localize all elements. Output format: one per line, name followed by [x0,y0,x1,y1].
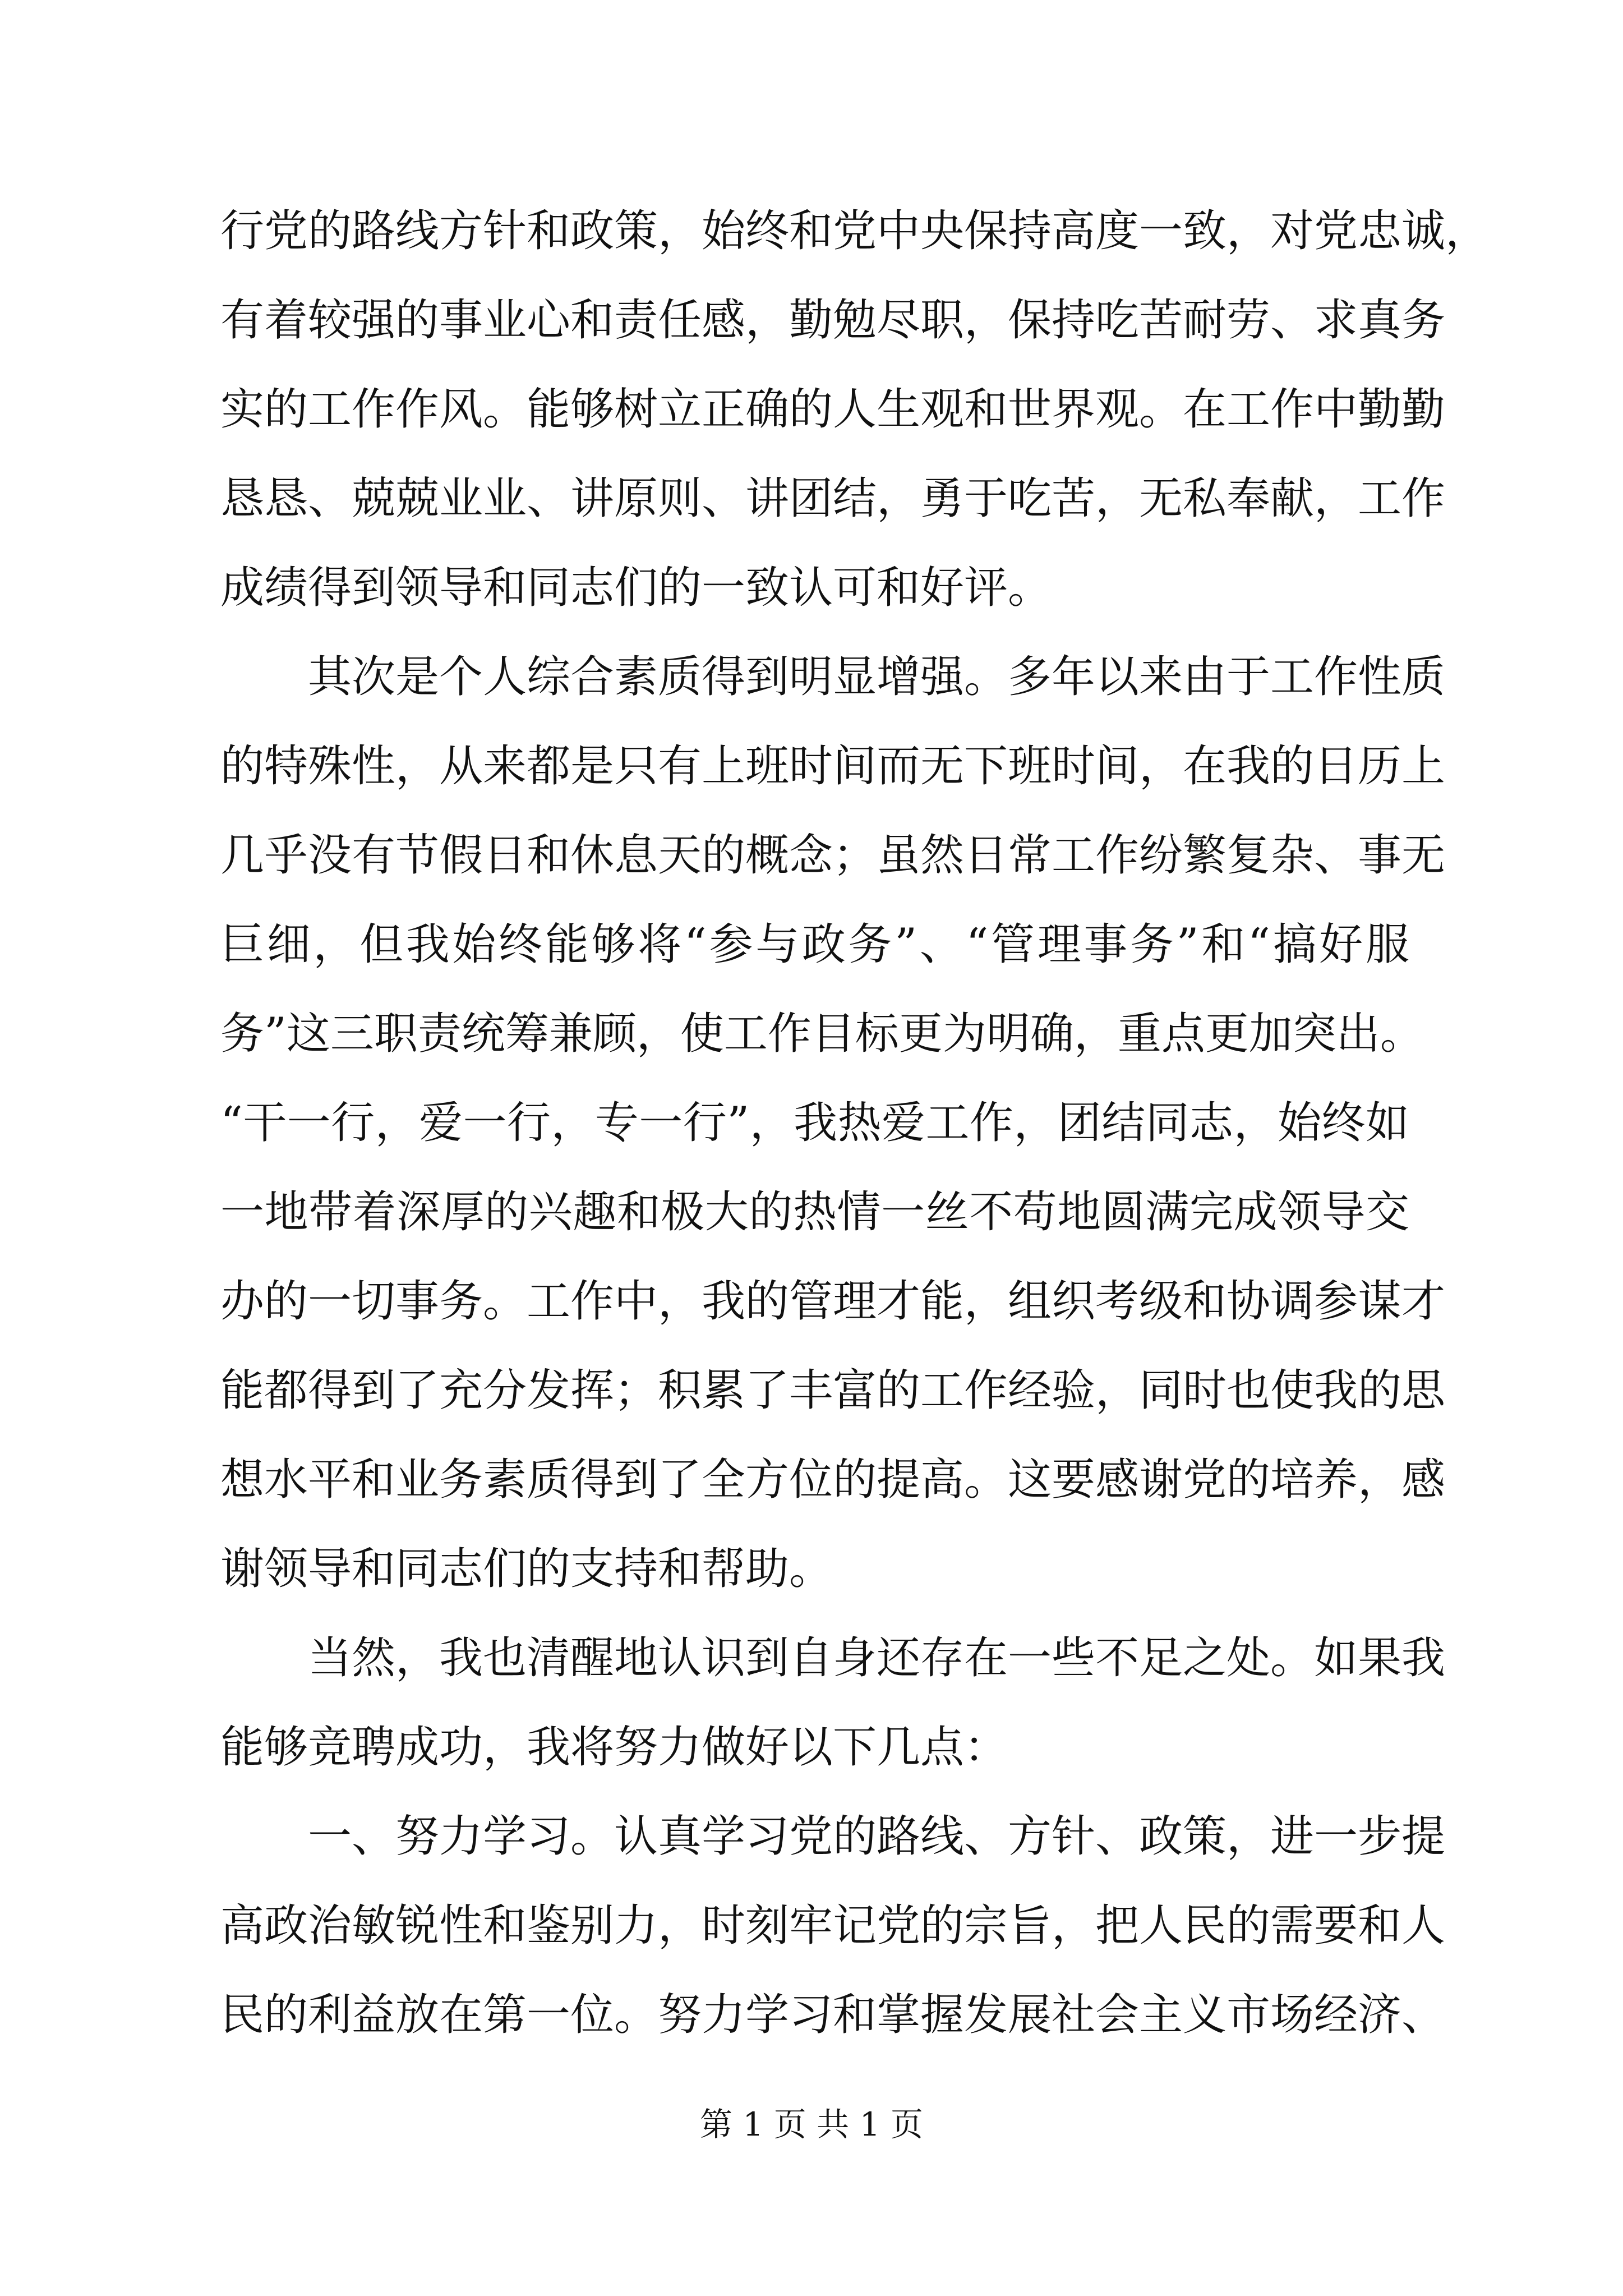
text-line: 民的利益放在第一位。努力学习和掌握发展社会主义市场经济、 [220,1990,1446,2040]
text-line: 有着较强的事业心和责任感，勤勉尽职，保持吃苦耐劳、求真务 [220,295,1446,346]
paragraph-start-line: 当然，我也清醒地认识到自身还存在一些不足之处。如果我 [308,1633,1446,1683]
text-line: 谢领导和同志们的支持和帮助。 [220,1544,833,1594]
text-line: 成绩得到领导和同志们的一致认可和好评。 [220,563,1052,613]
text-line: 的特殊性，从来都是只有上班时间而无下班时间，在我的日历上 [220,741,1446,792]
text-line: 能够竞聘成功，我将努力做好以下几点： [220,1722,1008,1773]
paragraph-start-line: 一、努力学习。认真学习党的路线、方针、政策，进一步提 [308,1811,1446,1862]
text-line: 务”这三职责统筹兼顾，使工作目标更为明确，重点更加突出。 [220,1009,1424,1059]
text-line: 恳恳、兢兢业业、讲原则、讲团结，勇于吃苦，无私奉献，工作 [220,473,1446,524]
text-line: 实的工作作风。能够树立正确的人生观和世界观。在工作中勤勤 [220,384,1446,435]
page-footer: 第 1 页 共 1 页 [700,2105,923,2143]
text-line: 办的一切事务。工作中，我的管理才能，组织考级和协调参谋才 [220,1276,1446,1327]
text-line: 巨细，但我始终能够将“参与政务”、“管理事务”和“搞好服 [220,919,1409,970]
text-line: 高政治敏锐性和鉴别力，时刻牢记党的宗旨，把人民的需要和人 [220,1901,1446,1951]
text-line: 几乎没有节假日和休息天的概念；虽然日常工作纷繁复杂、事无 [220,830,1446,881]
paragraph-start-line: 其次是个人综合素质得到明显增强。多年以来由于工作性质 [308,652,1446,702]
text-line: 行党的路线方针和政策，始终和党中央保持高度一致，对党忠诚， [220,206,1490,256]
text-line: 想水平和业务素质得到了全方位的提高。这要感谢党的培养，感 [220,1455,1446,1505]
text-line: 能都得到了充分发挥；积累了丰富的工作经验，同时也使我的思 [220,1365,1446,1416]
text-line: “干一行，爱一行，专一行”，我热爱工作，团结同志，始终如 [220,1098,1409,1148]
text-line: 一地带着深厚的兴趣和极大的热情一丝不苟地圆满完成领导交 [220,1187,1409,1237]
